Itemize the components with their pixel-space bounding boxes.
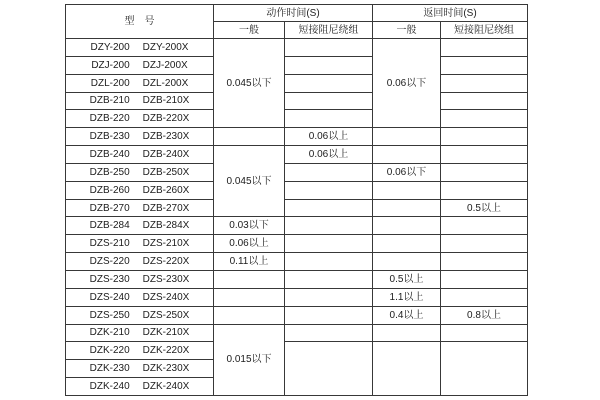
action-general-cell <box>214 270 285 288</box>
return-general-cell <box>373 181 441 199</box>
action-damping-cell <box>285 253 373 271</box>
col-header-action-general: 一般 <box>214 22 285 39</box>
table-row <box>66 181 528 199</box>
return-damping-cell <box>441 128 528 146</box>
return-general-cell <box>373 128 441 146</box>
table-row <box>66 235 528 253</box>
return-general-cell <box>373 342 441 396</box>
model-label-x: DZK-230X <box>142 363 190 375</box>
model-label-x: DZS-250X <box>142 309 190 321</box>
model-label-x: DZB-284X <box>142 220 190 232</box>
return-general-cell: 0.5以上 <box>373 270 441 288</box>
action-damping-cell <box>285 110 373 128</box>
table-row <box>66 110 528 128</box>
return-damping-cell: 0.5以上 <box>441 199 528 217</box>
return-general-cell <box>373 217 441 235</box>
model-label: DZB-230 <box>89 131 130 143</box>
model-pair <box>66 167 213 178</box>
model-label: DZS-250 <box>89 309 130 321</box>
action-general-cell: 0.06以上 <box>214 235 285 253</box>
model-label: DZB-250 <box>89 166 130 178</box>
action-general-cell: 0.015以下 <box>214 324 285 395</box>
model-label-x: DZB-230X <box>142 131 190 143</box>
table-row <box>66 163 528 181</box>
table-row <box>66 39 528 57</box>
model-label: DZB-220 <box>89 113 130 125</box>
model-cell <box>66 181 214 199</box>
return-damping-cell <box>441 181 528 199</box>
model-label-x: DZB-240X <box>142 148 190 160</box>
table-row <box>66 199 528 217</box>
model-label: DZJ-200 <box>91 59 130 71</box>
model-pair <box>66 256 213 267</box>
model-pair <box>66 78 213 89</box>
model-label-x: DZS-220X <box>142 256 190 268</box>
action-general-cell: 0.03以下 <box>214 217 285 235</box>
relay-spec-table <box>65 4 528 396</box>
table-row <box>66 217 528 235</box>
model-pair <box>66 95 213 106</box>
return-damping-cell <box>441 56 528 74</box>
model-label-x: DZL-200X <box>142 77 189 89</box>
model-cell <box>66 378 214 396</box>
model-label-x: DZB-260X <box>142 184 190 196</box>
model-pair <box>66 345 213 356</box>
return-general-cell: 0.4以上 <box>373 306 441 324</box>
model-label-x: DZB-270X <box>142 202 190 214</box>
model-label: DZS-240 <box>89 291 130 303</box>
action-damping-cell <box>285 288 373 306</box>
header-row-groups <box>66 5 528 22</box>
table-row <box>66 342 528 360</box>
model-pair <box>66 381 213 392</box>
return-general-cell: 1.1以上 <box>373 288 441 306</box>
model-pair <box>66 292 213 303</box>
model-pair <box>66 149 213 160</box>
model-cell <box>66 253 214 271</box>
action-damping-cell <box>285 342 373 396</box>
model-pair <box>66 327 213 338</box>
action-damping-cell <box>285 56 373 74</box>
action-damping-cell: 0.06以上 <box>285 146 373 164</box>
model-cell <box>66 128 214 146</box>
model-cell <box>66 74 214 92</box>
table-row <box>66 146 528 164</box>
spec-table-container <box>65 4 528 396</box>
model-label-x: DZS-210X <box>142 238 190 250</box>
model-pair <box>66 363 213 374</box>
action-damping-cell <box>285 217 373 235</box>
model-cell <box>66 92 214 110</box>
table-row <box>66 270 528 288</box>
model-pair <box>66 113 213 124</box>
model-cell <box>66 360 214 378</box>
model-label-x: DZK-210X <box>142 327 190 339</box>
model-label: DZK-220 <box>89 345 130 357</box>
return-general-cell <box>373 146 441 164</box>
return-damping-cell <box>441 92 528 110</box>
model-label: DZK-240 <box>89 380 130 392</box>
model-label: DZB-284 <box>89 220 130 232</box>
model-label-x: DZS-230X <box>142 273 190 285</box>
col-header-return-time: 返回时间(S) <box>373 5 528 22</box>
model-cell <box>66 324 214 342</box>
model-label-x: DZB-220X <box>142 113 190 125</box>
action-damping-cell <box>285 270 373 288</box>
model-pair <box>66 42 213 53</box>
table-row <box>66 288 528 306</box>
table-row <box>66 253 528 271</box>
action-general-cell: 0.045以下 <box>214 39 285 128</box>
action-general-cell <box>214 306 285 324</box>
model-pair <box>66 203 213 214</box>
col-header-action-damping: 短接阻尼绕组 <box>285 22 373 39</box>
model-label-x: DZB-250X <box>142 166 190 178</box>
model-cell <box>66 163 214 181</box>
table-header <box>66 5 528 39</box>
action-damping-cell: 0.06以上 <box>285 128 373 146</box>
return-damping-cell <box>441 74 528 92</box>
return-general-cell <box>373 235 441 253</box>
action-damping-cell <box>285 324 373 342</box>
model-cell <box>66 288 214 306</box>
model-label: DZB-260 <box>89 184 130 196</box>
col-header-return-general: 一般 <box>373 22 441 39</box>
model-cell <box>66 217 214 235</box>
model-label-x: DZJ-200X <box>142 59 188 71</box>
model-label: DZY-200 <box>90 41 130 53</box>
model-label-x: DZS-240X <box>142 291 190 303</box>
return-general-cell: 0.06以下 <box>373 39 441 128</box>
action-damping-cell <box>285 92 373 110</box>
model-pair <box>66 60 213 71</box>
return-general-cell <box>373 253 441 271</box>
model-pair <box>66 274 213 285</box>
model-label: DZB-210 <box>89 95 130 107</box>
col-header-return-damping: 短接阻尼绕组 <box>441 22 528 39</box>
return-damping-cell <box>441 253 528 271</box>
action-general-cell <box>214 128 285 146</box>
model-label: DZS-230 <box>89 273 130 285</box>
return-general-cell <box>373 199 441 217</box>
model-cell <box>66 235 214 253</box>
model-cell <box>66 306 214 324</box>
return-general-cell: 0.06以下 <box>373 163 441 181</box>
model-pair <box>66 185 213 196</box>
table-body <box>66 39 528 396</box>
model-pair <box>66 238 213 249</box>
model-label: DZK-210 <box>89 327 130 339</box>
table-row <box>66 92 528 110</box>
model-cell <box>66 342 214 360</box>
model-cell <box>66 110 214 128</box>
return-damping-cell <box>441 288 528 306</box>
table-row <box>66 56 528 74</box>
table-row <box>66 324 528 342</box>
return-damping-cell: 0.8以上 <box>441 306 528 324</box>
model-label-x: DZK-240X <box>142 380 190 392</box>
model-label: DZL-200 <box>90 77 130 89</box>
action-damping-cell <box>285 74 373 92</box>
model-label: DZS-220 <box>89 256 130 268</box>
return-damping-cell <box>441 324 528 342</box>
action-damping-cell <box>285 199 373 217</box>
col-header-action-time: 动作时间(S) <box>214 5 373 22</box>
return-damping-cell <box>441 235 528 253</box>
model-cell <box>66 56 214 74</box>
model-cell <box>66 146 214 164</box>
model-label: DZS-210 <box>89 238 130 250</box>
model-pair <box>66 131 213 142</box>
model-pair <box>66 310 213 321</box>
action-damping-cell <box>285 235 373 253</box>
model-label: DZB-270 <box>89 202 130 214</box>
action-general-cell: 0.045以下 <box>214 146 285 217</box>
return-damping-cell <box>441 217 528 235</box>
table-row <box>66 306 528 324</box>
action-general-cell: 0.11以上 <box>214 253 285 271</box>
model-label-x: DZK-220X <box>142 345 190 357</box>
return-damping-cell <box>441 342 528 396</box>
action-damping-cell <box>285 306 373 324</box>
action-damping-cell <box>285 181 373 199</box>
table-row <box>66 128 528 146</box>
return-damping-cell <box>441 146 528 164</box>
return-general-cell <box>373 324 441 342</box>
action-damping-cell <box>285 39 373 57</box>
return-damping-cell <box>441 163 528 181</box>
model-pair <box>66 220 213 231</box>
action-damping-cell <box>285 163 373 181</box>
model-cell <box>66 270 214 288</box>
model-label: DZK-230 <box>89 363 130 375</box>
model-cell <box>66 199 214 217</box>
model-label: DZB-240 <box>89 148 130 160</box>
model-label-x: DZB-210X <box>142 95 190 107</box>
return-damping-cell <box>441 39 528 57</box>
model-label-x: DZY-200X <box>142 41 189 53</box>
return-damping-cell <box>441 270 528 288</box>
table-row <box>66 74 528 92</box>
col-header-model: 型 号 <box>66 5 214 39</box>
model-cell <box>66 39 214 57</box>
action-general-cell <box>214 288 285 306</box>
return-damping-cell <box>441 110 528 128</box>
